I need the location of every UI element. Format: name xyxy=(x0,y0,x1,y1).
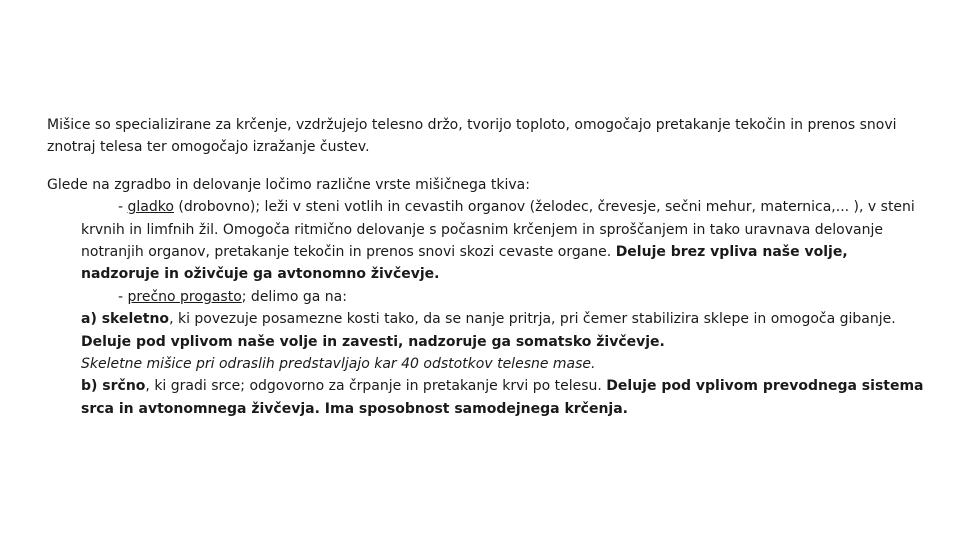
skeletal-text: , ki povezuje posamezne kosti tako, da se nanje pritrja, pri čemer stabilizira sklepe in omogoča gibanje. xyxy=(169,311,896,328)
tissue-types-list xyxy=(47,196,927,420)
smooth-muscle-bold: Deluje brez vpliva naše volje, nadzoruje in oživčuje ga avtonomno živčevje. xyxy=(81,244,848,283)
cardiac-text: , ki gradi srce; odgovorno za črpanje in pretakanje krvi po telesu. xyxy=(145,378,607,395)
smooth-dash: - xyxy=(118,199,128,216)
cardiac-muscle-item xyxy=(81,375,927,420)
cardiac-label: b) srčno xyxy=(81,378,146,395)
skeletal-bold: Deluje pod vplivom naše volje in zavesti, nadzoruje ga somatsko živčevje. xyxy=(81,333,665,350)
intro-paragraph: Mišice so specializirane za krčenje, vzdržujejo telesno držo, tvorijo toploto, omogočajo pretakanje tekočin in prenos snovi znotraj telesa ter omogočajo izražanje čustev. xyxy=(47,117,897,156)
striated-muscle-term: prečno progasto xyxy=(127,288,242,305)
smooth-muscle-text: (drobovno); leži v steni votlih in cevastih organov (želodec, črevesje, sečni mehur, maternica,... ), v steni krvnih in limfnih žil. Omogoča ritmično delovanje s počasnim krčenjem in sproščanjem in tako uravnava delovanje notranjih organov, pretakanje tekočin in prenos snovi skozi cevaste organe. xyxy=(81,199,915,261)
slide-content xyxy=(47,114,927,420)
skeletal-muscle-item xyxy=(81,308,927,353)
skeletal-label: a) skeletno xyxy=(81,311,170,328)
smooth-muscle-term: gladko xyxy=(127,199,174,216)
striated-dash: - xyxy=(118,288,128,305)
cardiac-bold: Deluje pod vplivom prevodnega sistema srca in avtonomnega živčevja. Ima sposobnost samodejnega krčenja. xyxy=(81,378,924,417)
smooth-muscle-item xyxy=(81,196,927,286)
skeletal-note: Skeletne mišice pri odraslih predstavljajo kar 40 odstotkov telesne mase. xyxy=(81,356,596,373)
striated-muscle-item xyxy=(81,286,927,308)
tissue-types-heading: Glede na zgradbo in delovanje ločimo različne vrste mišičnega tkiva: xyxy=(47,176,530,193)
striated-muscle-text: ; delimo ga na: xyxy=(241,288,347,305)
